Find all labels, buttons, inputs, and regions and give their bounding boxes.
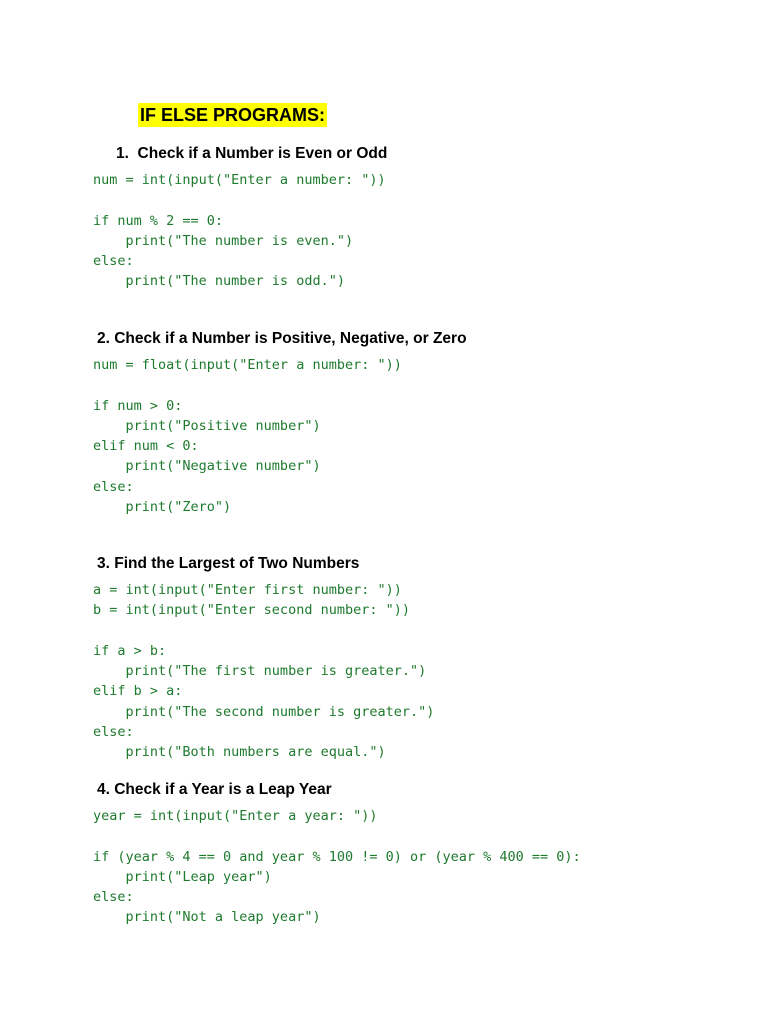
- code-line: print("Positive number"): [93, 417, 321, 434]
- code-line: print("Leap year"): [93, 868, 272, 885]
- code-line: if (year % 4 == 0 and year % 100 != 0) or (year % 400 == 0):: [93, 848, 581, 865]
- code-line: [93, 190, 386, 210]
- document-title: IF ELSE PROGRAMS:: [140, 105, 326, 125]
- section-heading: 1. Check if a Number is Even or Odd: [116, 145, 388, 162]
- code-line: year = int(input("Enter a year: ")): [93, 808, 378, 824]
- code-line: b = int(input("Enter second number: ")): [93, 602, 410, 619]
- code-line: print("The first number is greater."): [93, 663, 427, 680]
- code-line: elif num < 0:: [93, 438, 199, 455]
- code-line: [93, 826, 581, 846]
- code-block: [93, 580, 434, 763]
- code-line: print("Both numbers are equal."): [93, 744, 386, 761]
- code-block: [93, 170, 386, 292]
- section-heading: 4. Check if a Year is a Leap Year: [97, 781, 332, 798]
- code-line: else:: [93, 724, 134, 741]
- code-line: if a > b:: [93, 642, 167, 659]
- code-line: print("Not a leap year"): [93, 909, 321, 926]
- code-line: num = int(input("Enter a number: ")): [93, 172, 386, 188]
- code-line: num = float(input("Enter a number: ")): [93, 357, 402, 373]
- code-line: print("The number is odd."): [93, 273, 345, 290]
- code-line: a = int(input("Enter first number: ")): [93, 582, 402, 598]
- code-line: elif b > a:: [93, 683, 183, 700]
- code-line: print("The second number is greater."): [93, 703, 435, 720]
- section-heading: 3. Find the Largest of Two Numbers: [97, 555, 360, 572]
- code-line: print("Negative number"): [93, 458, 321, 475]
- code-block: [93, 806, 581, 928]
- code-line: if num > 0:: [93, 397, 183, 414]
- code-line: [93, 375, 402, 395]
- code-block: [93, 355, 402, 517]
- code-line: if num % 2 == 0:: [93, 212, 224, 229]
- code-line: else:: [93, 478, 134, 495]
- code-line: print("Zero"): [93, 499, 232, 516]
- code-line: else:: [93, 253, 134, 270]
- code-line: else:: [93, 889, 134, 906]
- section-heading: 2. Check if a Number is Positive, Negative, or Zero: [97, 330, 467, 347]
- code-line: print("The number is even."): [93, 232, 354, 249]
- code-line: [93, 621, 434, 641]
